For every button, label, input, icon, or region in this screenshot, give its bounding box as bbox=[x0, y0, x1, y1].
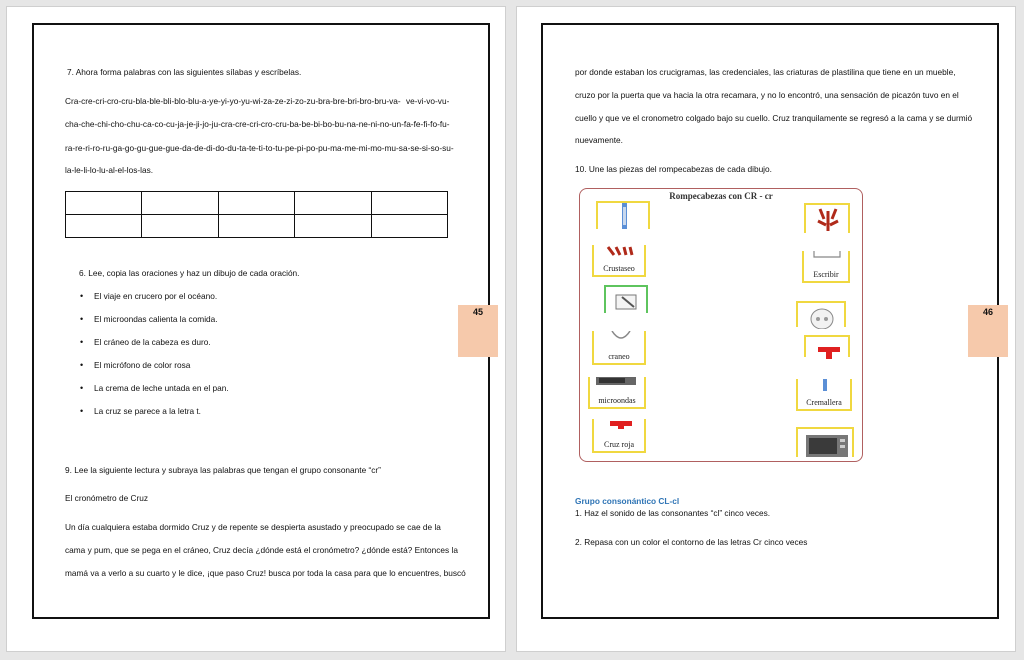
syllables-line-4: la-le-li-lo-lu-al-el-los-las. bbox=[65, 165, 154, 175]
q6-item: • La crema de leche untada en el pan. bbox=[94, 383, 229, 394]
syllables-line-2: cha-che-chi-cho-chu-ca-co-cu-ja-je-ji-jo-ju-cra-cre-cri-cro-cru-ba-be-bi-bo-bu-na-ne-ni-no-un-fa-fe-fi-fo-fu- bbox=[65, 119, 450, 129]
puzzle-piece-writing-hand[interactable] bbox=[604, 285, 648, 313]
grid-cell[interactable] bbox=[371, 192, 447, 215]
label-crustaseo: Crustaseo bbox=[603, 264, 635, 273]
q9-prompt: 9. Lee la siguiente lectura y subraya las palabras que tengan el grupo consonante “cr” bbox=[65, 465, 381, 475]
puzzle-piece-microwave-top[interactable] bbox=[796, 427, 854, 457]
syllables-line-3: ra-re-ri-ro-ru-ga-go-gu-gue-gue-da-de-di-do-du-ta-te-ti-to-tu-pe-pi-po-pu-ma-me-mi-mo-mu-sa-se-si-so-su- bbox=[65, 143, 454, 153]
q10-prompt: 10. Une las piezas del rompecabezas de cada dibujo. bbox=[575, 164, 772, 174]
puzzle-piece-cremallera[interactable] bbox=[796, 379, 852, 411]
lobster-icon bbox=[606, 245, 636, 257]
label-cruz-roja: Cruz roja bbox=[604, 440, 634, 449]
q6-prompt: 6. Lee, copia las oraciones y haz un dibujo de cada oración. bbox=[79, 268, 300, 278]
puzzle-piece-craneo[interactable] bbox=[592, 331, 646, 365]
q6-item: • El microondas calienta la comida. bbox=[94, 314, 218, 325]
red-cross-icon bbox=[818, 345, 840, 359]
q6-item: • El viaje en crucero por el océano. bbox=[94, 291, 217, 302]
cl-item: 1. Haz el sonido de las consonantes “cl” cinco veces. bbox=[575, 508, 771, 518]
page-46 bbox=[516, 6, 1016, 652]
puzzle-piece-escribir[interactable] bbox=[802, 251, 850, 283]
q6-item: • El cráneo de la cabeza es duro. bbox=[94, 337, 211, 348]
q7-prompt: 7. Ahora forma palabras con las siguientes sílabas y escríbelas. bbox=[67, 67, 302, 77]
label-microondas: microondas bbox=[598, 396, 636, 405]
puzzle-piece-cross-top[interactable] bbox=[804, 335, 850, 357]
page-number: 45 bbox=[472, 307, 483, 317]
puzzle-piece-lobster-top[interactable] bbox=[804, 203, 850, 233]
grid-cell[interactable] bbox=[66, 215, 142, 238]
skull-icon bbox=[808, 307, 836, 329]
grid-cell[interactable] bbox=[218, 215, 294, 238]
paper-icon bbox=[812, 251, 842, 261]
story-line: cruzo por la puerta que va hacia la otra recamara, y no lo encontró, una sensación de picazón tuvo en el bbox=[575, 90, 959, 100]
grid-cell[interactable] bbox=[218, 192, 294, 215]
story-line: cuello y que ve el cronometro colgado bajo su cuello. Cruz tranquilamente se regresó a la cama y se durmió bbox=[575, 113, 973, 123]
story-title: El cronómetro de Cruz bbox=[65, 493, 149, 503]
grid-cell[interactable] bbox=[66, 192, 142, 215]
label-craneo: craneo bbox=[608, 352, 630, 361]
grid-cell[interactable] bbox=[295, 192, 371, 215]
writing-hand-icon bbox=[614, 291, 640, 311]
microwave-icon bbox=[596, 377, 636, 387]
syllables-line-1b: ve-vi-vo-vu- bbox=[406, 96, 450, 106]
puzzle-image bbox=[579, 188, 863, 462]
cl-section-heading: Grupo consonántico CL-cl bbox=[575, 496, 680, 506]
cl-item: 2. Repasa con un color el contorno de las letras Cr cinco veces bbox=[575, 537, 808, 547]
grid-cell[interactable] bbox=[295, 215, 371, 238]
puzzle-piece-crustaseo[interactable] bbox=[592, 245, 646, 277]
microwave-icon bbox=[806, 435, 848, 457]
puzzle-piece-microondas[interactable] bbox=[588, 377, 646, 409]
page-45 bbox=[6, 6, 506, 652]
label-cremallera: Cremallera bbox=[806, 398, 842, 407]
grid-cell[interactable] bbox=[142, 192, 218, 215]
page-number: 46 bbox=[982, 307, 993, 317]
puzzle-piece-skull-top[interactable] bbox=[796, 301, 846, 327]
puzzle-piece-zipper-top[interactable] bbox=[596, 201, 650, 229]
grid-cell[interactable] bbox=[371, 215, 447, 238]
syllables-line-1: Cra-cre-cri-cro-cru-bla-ble-bli-blo-blu-a-ye-yi-yo-yu-wi-za-ze-zi-zo-zu-bra-bre-bri-bro-bru-va- bbox=[65, 96, 401, 106]
skull-icon bbox=[608, 331, 634, 345]
answer-grid bbox=[65, 191, 448, 238]
story-line: mamá va a verlo a su cuarto y le dice, ¡que paso Cruz! busca por toda la casa para que lo encuentres, buscó bbox=[65, 568, 466, 578]
story-line: cama y pum, que se pega en el cráneo, Cruz decía ¿dónde está el cronómetro? ¿dónde está? Entonces la bbox=[65, 545, 458, 555]
story-line: por donde estaban los crucigramas, las credenciales, las criaturas de plastilina que tiene en un mueble, bbox=[575, 67, 956, 77]
red-cross-icon bbox=[610, 419, 632, 429]
q6-item: • El micrófono de color rosa bbox=[94, 360, 190, 371]
story-line: Un día cualquiera estaba dormido Cruz y de repente se despierta asustado y preocupado se cae de la bbox=[65, 522, 441, 532]
zipper-icon bbox=[820, 379, 830, 391]
q6-item: • La cruz se parece a la letra t. bbox=[94, 406, 201, 417]
page-number-tab bbox=[968, 305, 1008, 357]
lobster-icon bbox=[814, 207, 842, 233]
page-number-tab bbox=[458, 305, 498, 357]
story-line: nuevamente. bbox=[575, 135, 623, 145]
puzzle-piece-cruz-roja[interactable] bbox=[592, 419, 646, 453]
puzzle-title: Rompecabezas con CR - cr bbox=[669, 191, 773, 201]
zipper-icon bbox=[618, 203, 630, 229]
label-escribir: Escribir bbox=[813, 270, 839, 279]
grid-cell[interactable] bbox=[142, 215, 218, 238]
